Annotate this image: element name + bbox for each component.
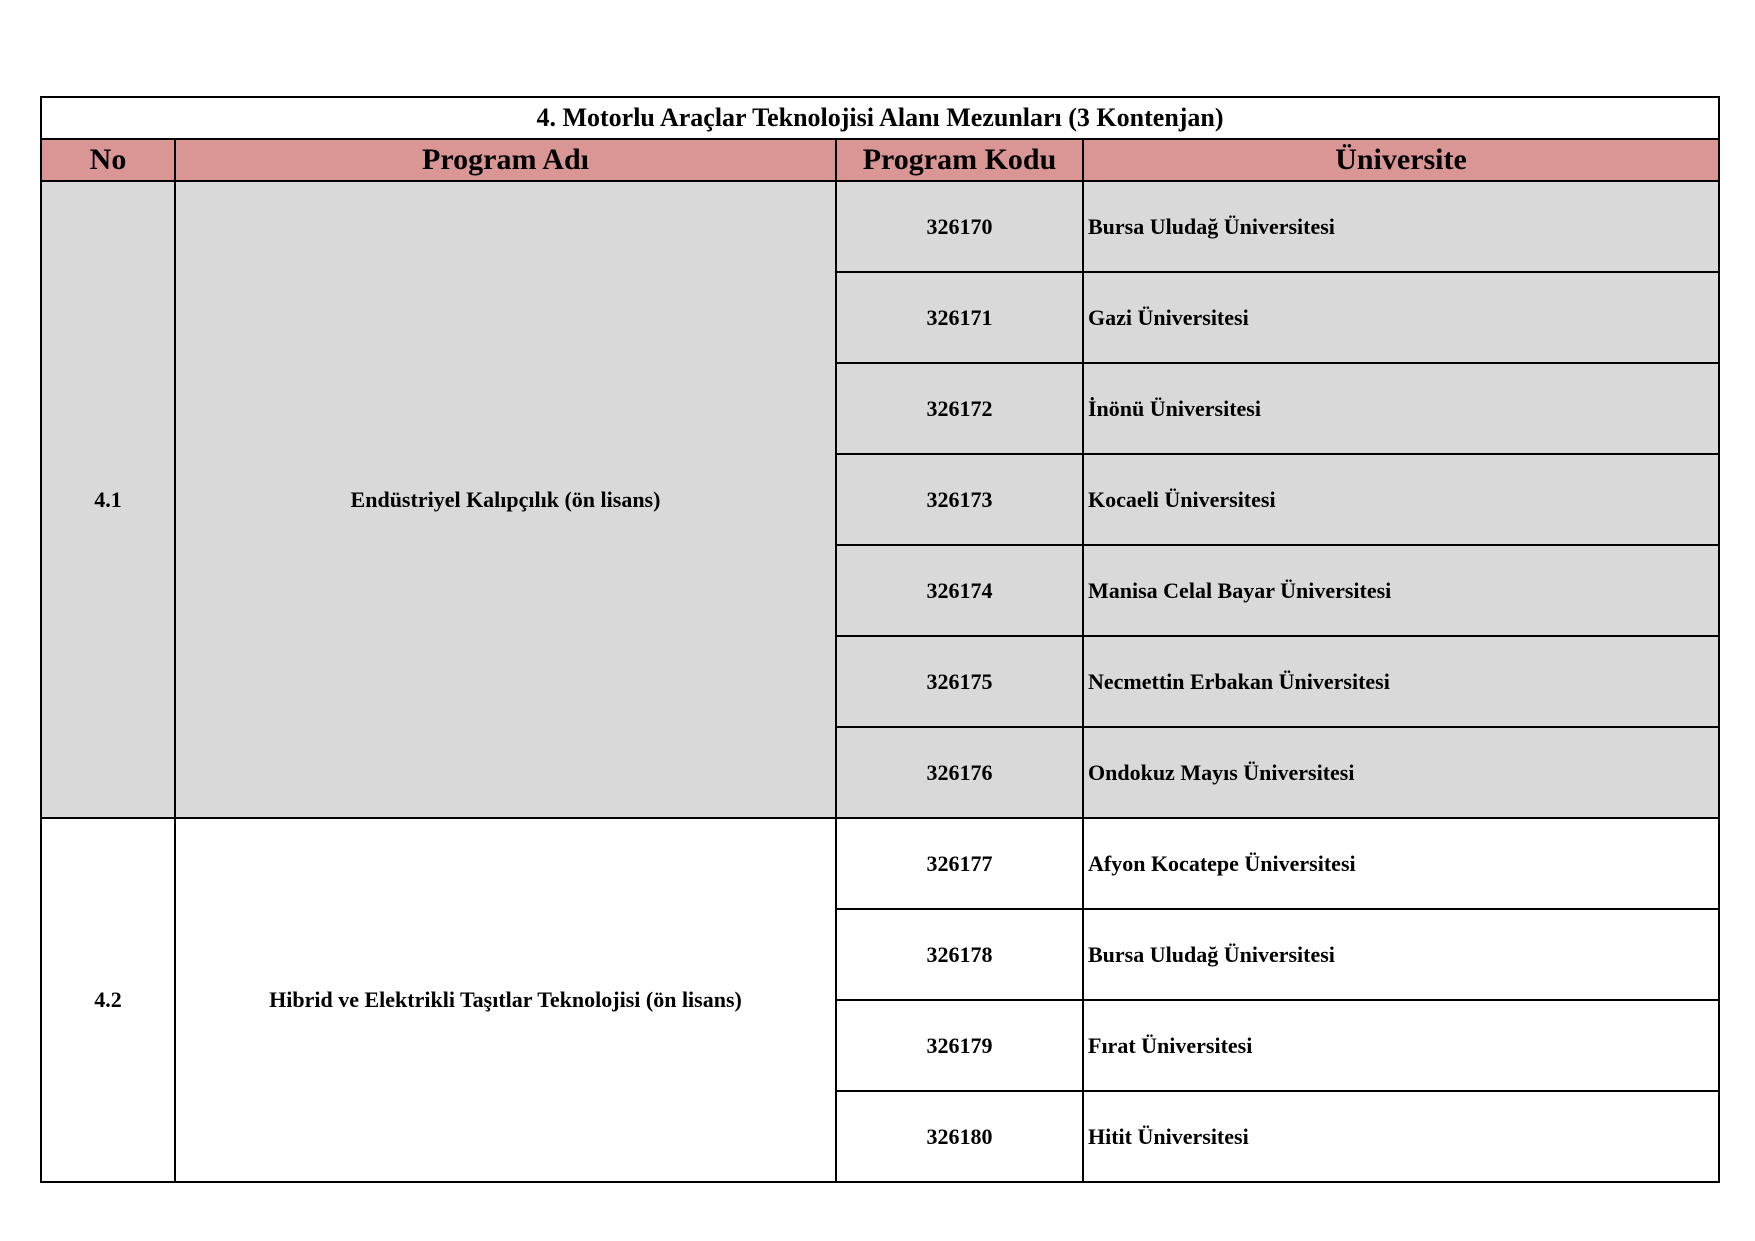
program-code: 326174 (836, 545, 1083, 636)
header-program-code: Program Kodu (836, 139, 1083, 181)
program-code: 326170 (836, 181, 1083, 272)
program-code: 326176 (836, 727, 1083, 818)
program-code: 326178 (836, 909, 1083, 1000)
program-code: 326172 (836, 363, 1083, 454)
header-row (41, 139, 1719, 181)
university-name: Bursa Uludağ Üniversitesi (1083, 909, 1719, 1000)
university-name: Afyon Kocatepe Üniversitesi (1083, 818, 1719, 909)
university-name: Kocaeli Üniversitesi (1083, 454, 1719, 545)
university-name: Necmettin Erbakan Üniversitesi (1083, 636, 1719, 727)
table-row (41, 181, 1719, 272)
program-code: 326173 (836, 454, 1083, 545)
table-row (41, 818, 1719, 909)
group-number: 4.1 (41, 181, 175, 818)
header-university: Üniversite (1083, 139, 1719, 181)
program-code: 326177 (836, 818, 1083, 909)
university-name: Gazi Üniversitesi (1083, 272, 1719, 363)
program-code: 326180 (836, 1091, 1083, 1182)
university-name: Fırat Üniversitesi (1083, 1000, 1719, 1091)
university-name: Hitit Üniversitesi (1083, 1091, 1719, 1182)
university-name: İnönü Üniversitesi (1083, 363, 1719, 454)
university-name: Bursa Uludağ Üniversitesi (1083, 181, 1719, 272)
university-name: Ondokuz Mayıs Üniversitesi (1083, 727, 1719, 818)
program-name: Endüstriyel Kalıpçılık (ön lisans) (175, 181, 836, 818)
program-name: Hibrid ve Elektrikli Taşıtlar Teknolojisi (ön lisans) (175, 818, 836, 1182)
university-name: Manisa Celal Bayar Üniversitesi (1083, 545, 1719, 636)
program-code: 326179 (836, 1000, 1083, 1091)
group-number: 4.2 (41, 818, 175, 1182)
program-table (40, 96, 1720, 1183)
program-table-container (40, 96, 1718, 1183)
header-no: No (41, 139, 175, 181)
header-program-name: Program Adı (175, 139, 836, 181)
program-code: 326171 (836, 272, 1083, 363)
table-title: 4. Motorlu Araçlar Teknolojisi Alanı Mezunları (3 Kontenjan) (41, 97, 1719, 139)
title-row (41, 97, 1719, 139)
table-body (41, 181, 1719, 1182)
program-code: 326175 (836, 636, 1083, 727)
